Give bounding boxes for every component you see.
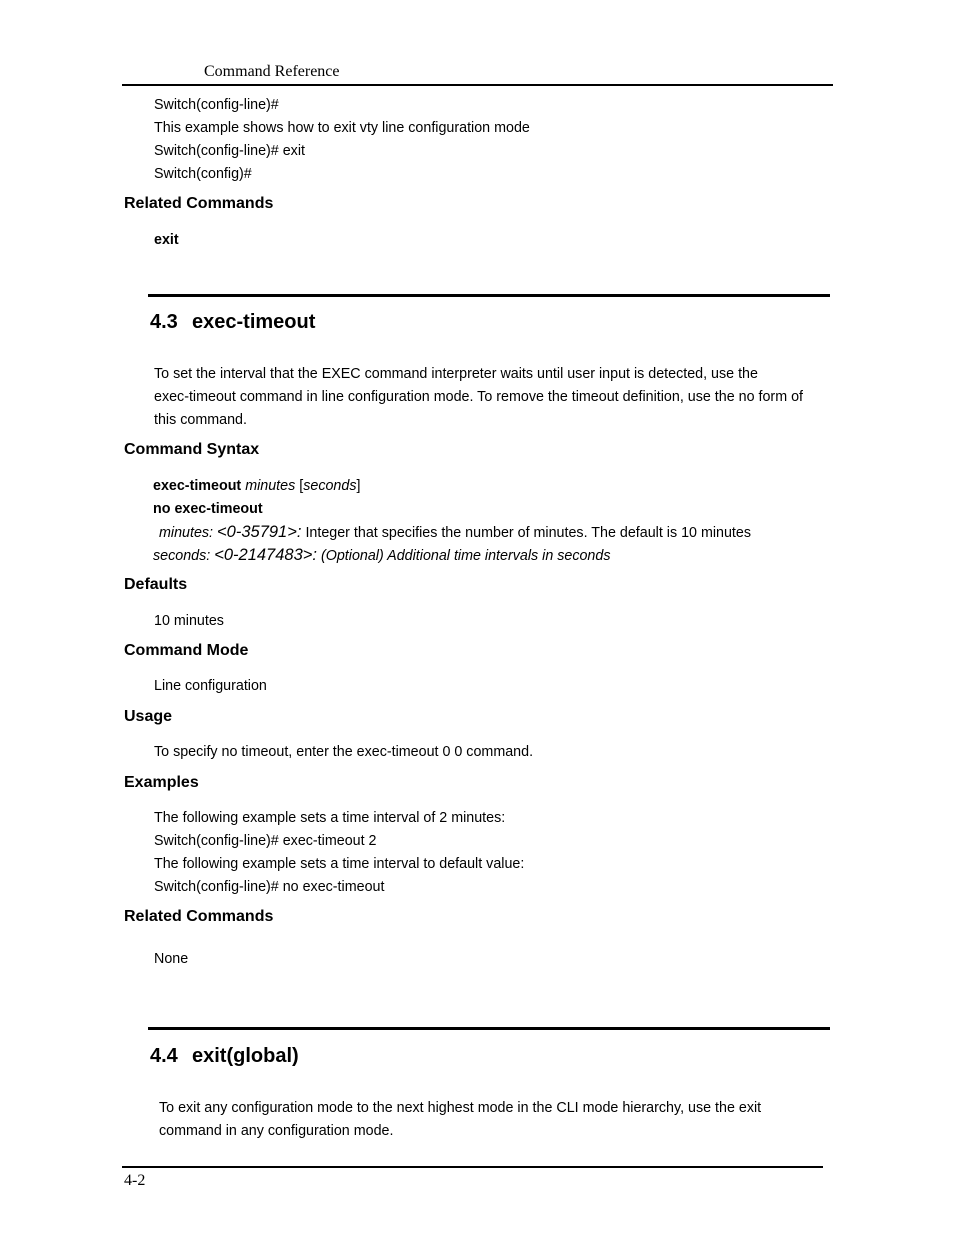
example-line: Switch(config-line)# exec-timeout 2 <box>154 833 377 849</box>
command-syntax-heading: Command Syntax <box>124 441 260 458</box>
examples-heading: Examples <box>124 774 199 791</box>
intro-line: This example shows how to exit vty line configuration mode <box>154 120 530 136</box>
section-description: command in any configuration mode. <box>159 1123 394 1139</box>
example-line: The following example sets a time interval to default value: <box>154 856 525 872</box>
section-title: exec-timeout <box>192 311 316 333</box>
usage-heading: Usage <box>124 708 173 725</box>
usage-value: To specify no timeout, enter the exec-timeout 0 0 command. <box>154 744 534 760</box>
parameter-description: (Optional) Additional time intervals in seconds <box>320 548 611 564</box>
parameter-range: <0-35791>: <box>217 523 302 541</box>
section-number: 4.3 <box>150 311 178 333</box>
parameter-line <box>153 547 611 565</box>
parameter-description: Integer that specifies the number of minutes. The default is 10 minutes <box>305 525 752 541</box>
section-description: To exit any configuration mode to the next highest mode in the CLI mode hierarchy, use the exit <box>159 1100 762 1116</box>
page-number: 4-2 <box>124 1172 146 1189</box>
command-mode-value: Line configuration <box>154 678 267 694</box>
running-header: Command Reference <box>204 63 340 80</box>
command-mode-heading: Command Mode <box>124 642 249 659</box>
section-description: exec-timeout command in line configuration mode. To remove the timeout definition, use the no form of <box>154 389 804 405</box>
related-commands-value: exit <box>154 232 179 248</box>
related-commands-heading: Related Commands <box>124 908 274 925</box>
section-description: this command. <box>154 412 247 428</box>
syntax-bracket: [ <box>299 478 304 494</box>
section-title: exit(global) <box>192 1045 299 1067</box>
footer-rule <box>122 1166 823 1168</box>
defaults-heading: Defaults <box>124 576 188 593</box>
related-commands-value: None <box>154 951 189 967</box>
syntax-arg: minutes <box>245 478 296 494</box>
parameter-name: seconds: <box>153 548 211 564</box>
parameter-line <box>159 524 751 542</box>
syntax-line <box>153 478 360 495</box>
example-line: The following example sets a time interval of 2 minutes: <box>154 810 506 826</box>
example-line: Switch(config-line)# no exec-timeout <box>154 879 385 895</box>
parameter-range: <0-2147483>: <box>214 546 317 564</box>
header-rule <box>122 84 833 86</box>
intro-line: Switch(config-line)# <box>154 97 279 113</box>
syntax-arg: seconds <box>303 478 357 494</box>
syntax-command: exec-timeout <box>153 478 242 494</box>
intro-line: Switch(config)# <box>154 166 252 182</box>
parameter-name: minutes: <box>159 525 214 541</box>
section-description: To set the interval that the EXEC command interpreter waits until user input is detected, use the <box>154 366 758 382</box>
intro-line: Switch(config-line)# exit <box>154 143 305 159</box>
syntax-no-form: no exec-timeout <box>153 501 263 517</box>
defaults-value: 10 minutes <box>154 613 224 629</box>
syntax-bracket: ] <box>356 478 361 494</box>
section-number: 4.4 <box>150 1045 178 1067</box>
section-rule <box>148 1027 830 1030</box>
related-commands-heading: Related Commands <box>124 195 274 212</box>
section-rule <box>148 294 830 297</box>
